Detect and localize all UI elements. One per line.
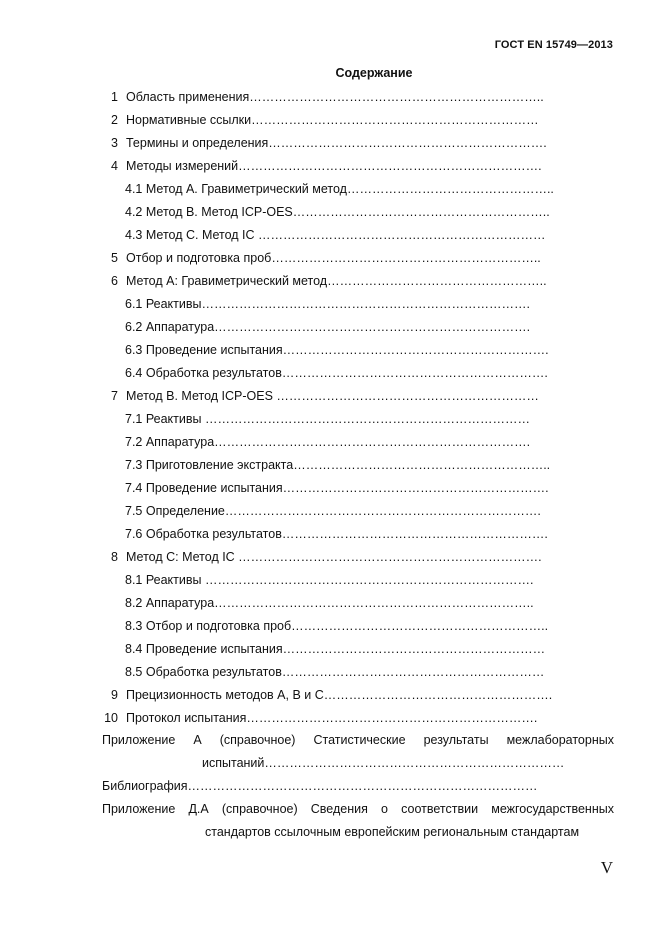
toc-entry[interactable] bbox=[0, 364, 620, 382]
toc-entry[interactable] bbox=[0, 617, 620, 635]
appendix-word: межлабораторных bbox=[506, 733, 614, 747]
appendix-da-title-continuation: стандартов ссылочным европейским региональным стандартам bbox=[205, 825, 580, 839]
toc-entry-title: 8.2 Аппаратура………………………………………………………………….. bbox=[125, 596, 534, 610]
toc-entry-title: Отбор и подготовка проб……………………………………………………….. bbox=[126, 251, 541, 265]
toc-entry[interactable] bbox=[0, 502, 620, 520]
toc-entry-title: Область применения…………………………………………………………….. bbox=[126, 90, 544, 104]
appendix-word: Приложение bbox=[102, 733, 176, 747]
toc-entry-number: 6 bbox=[111, 274, 118, 288]
page-number: V bbox=[600, 858, 613, 877]
toc-entry[interactable] bbox=[0, 479, 620, 497]
appendix-word: межгосударственных bbox=[491, 802, 614, 816]
toc-entry[interactable] bbox=[0, 709, 620, 727]
standard-code: ГОСТ EN 15749—2013 bbox=[494, 39, 613, 51]
toc-entry[interactable] bbox=[0, 272, 620, 290]
toc-entry[interactable] bbox=[0, 157, 620, 175]
toc-entry[interactable] bbox=[0, 594, 620, 612]
appendix-da-title-line bbox=[102, 800, 614, 818]
toc-entry[interactable] bbox=[0, 249, 620, 267]
appendix-a-title-line bbox=[102, 731, 614, 749]
toc-entry-title: 6.3 Проведение испытания………………………………………………………. bbox=[125, 343, 549, 357]
appendix-a-title-continuation: испытаний……………………………………………………………… bbox=[202, 756, 565, 770]
toc-entry-title: 6.1 Реактивы……………………………………………………………………. bbox=[125, 297, 530, 311]
toc-entry[interactable] bbox=[0, 686, 620, 704]
toc-entry-title: Метод А: Гравиметрический метод…………………………………………….. bbox=[126, 274, 547, 288]
toc-entry-title: Термины и определения…………………………………………………………. bbox=[126, 136, 547, 150]
toc-entry-title: 8.5 Обработка результатов……………………………………………………… bbox=[125, 665, 545, 679]
toc-entry-title: 7.1 Реактивы …………………………………………………………………… bbox=[125, 412, 530, 426]
page-title: Содержание bbox=[335, 66, 413, 80]
toc-entry-title: Прецизионность методов А, В и С………………………………………………. bbox=[126, 688, 553, 702]
toc-entry[interactable] bbox=[0, 433, 620, 451]
appendix-word: результаты bbox=[423, 733, 489, 747]
toc-entry[interactable] bbox=[0, 226, 620, 244]
appendix-word: А bbox=[193, 733, 202, 747]
toc-entry-number: 9 bbox=[111, 688, 118, 702]
toc-entry[interactable] bbox=[0, 134, 620, 152]
toc-entry-title: Протокол испытания……………………………………………………………. bbox=[126, 711, 538, 725]
toc-entry-title: Метод В. Метод ICP-OES ……………………………………………………… bbox=[126, 389, 539, 403]
toc-entry-title: 8.1 Реактивы ……………………………………………………………………. bbox=[125, 573, 534, 587]
toc-entry-title: 4.2 Метод В. Метод ICP-OES…………………………………………………….. bbox=[125, 205, 550, 219]
toc-entry[interactable] bbox=[0, 663, 620, 681]
appendix-word: Приложение bbox=[102, 802, 176, 816]
toc-entry-title: Метод С: Метод IC ………………………………………………………………. bbox=[126, 550, 542, 564]
toc-entry-title: 7.5 Определение…………………………………………………………………. bbox=[125, 504, 541, 518]
appendix-word: о bbox=[381, 802, 388, 816]
toc-entry-number: 5 bbox=[111, 251, 118, 265]
toc-entry[interactable] bbox=[0, 410, 620, 428]
appendix-word: соответствии bbox=[401, 802, 479, 816]
appendix-word: (справочное) bbox=[221, 802, 298, 816]
toc-entry[interactable] bbox=[0, 111, 620, 129]
toc-entry-title: 7.3 Приготовление экстракта…………………………………………………….. bbox=[125, 458, 551, 472]
toc-entry-number: 2 bbox=[111, 113, 118, 127]
toc-entry-title: 7.2 Аппаратура…………………………………………………………………. bbox=[125, 435, 531, 449]
toc-entry-title: Нормативные ссылки…………………………………………………………… bbox=[126, 113, 539, 127]
toc-entry[interactable] bbox=[0, 295, 620, 313]
appendix-a-entry bbox=[0, 731, 661, 771]
toc-entry[interactable] bbox=[0, 640, 620, 658]
appendix-word: Д.А bbox=[188, 802, 209, 816]
appendix-word: Сведения bbox=[310, 802, 368, 816]
toc-entry[interactable] bbox=[0, 387, 620, 405]
toc-entry-title: 8.4 Проведение испытания……………………………………………………… bbox=[125, 642, 546, 656]
toc-entry-title: 4.1 Метод А. Гравиметрический метод………………………………………….. bbox=[125, 182, 554, 196]
toc-entry-title: 8.3 Отбор и подготовка проб…………………………………………………….. bbox=[125, 619, 549, 633]
toc-entry[interactable] bbox=[0, 548, 620, 566]
bibliography-label: Библиография………………………………………………………………………… bbox=[102, 779, 538, 793]
appendix-word: (справочное) bbox=[219, 733, 296, 747]
toc-entry[interactable] bbox=[0, 318, 620, 336]
toc-entry[interactable] bbox=[0, 341, 620, 359]
appendix-da-entry bbox=[0, 800, 661, 840]
toc-entry-title: 7.6 Обработка результатов………………………………………………………. bbox=[125, 527, 548, 541]
toc-entry-number: 3 bbox=[111, 136, 118, 150]
toc-entry-number: 8 bbox=[111, 550, 118, 564]
toc-entry-number: 1 bbox=[111, 90, 118, 104]
toc-entry[interactable] bbox=[0, 180, 620, 198]
toc-entry[interactable] bbox=[0, 456, 620, 474]
toc-entry[interactable] bbox=[0, 525, 620, 543]
toc-entry-title: 7.4 Проведение испытания………………………………………………………. bbox=[125, 481, 549, 495]
toc-entry-number: 10 bbox=[104, 711, 118, 725]
toc-entry-title: Методы измерений………………………………………………………………. bbox=[126, 159, 542, 173]
toc-entry[interactable] bbox=[0, 571, 620, 589]
toc-entry-number: 4 bbox=[111, 159, 118, 173]
toc-entry-title: 6.2 Аппаратура…………………………………………………………………. bbox=[125, 320, 531, 334]
toc-entry-title: 4.3 Метод С. Метод IC …………………………………………………………… bbox=[125, 228, 546, 242]
toc-entry-title: 6.4 Обработка результатов………………………………………………………. bbox=[125, 366, 548, 380]
toc-entry-number: 7 bbox=[111, 389, 118, 403]
toc-entry[interactable] bbox=[0, 203, 620, 221]
toc-entry[interactable] bbox=[0, 88, 620, 106]
appendix-word: Статистические bbox=[313, 733, 406, 747]
